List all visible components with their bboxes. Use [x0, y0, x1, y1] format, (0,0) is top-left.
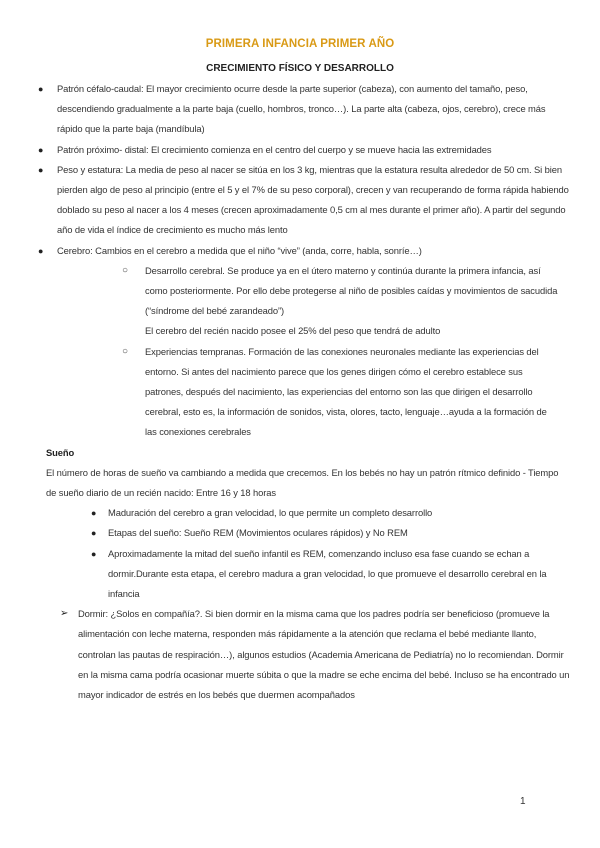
list-item: [60, 604, 570, 705]
document-body: [0, 79, 600, 705]
list-item: [38, 140, 570, 160]
bullet-icon: ●: [38, 164, 44, 175]
sueno-heading: Sueño: [46, 446, 75, 458]
sub-bullet-text: Experiencias tempranas. Formación de las conexiones neuronales mediante las experiencias del entorno. Si antes del nacimiento parece que los genes dirigen cómo el cerebro establece sus patrones, después del nacimiento, las experiencias del entorno son las que dirigen el desarrollo cerebral, esto es, la información de sonidos, vista, olores, tacto, lenguaje…ayuda a la formación de las conexiones cerebrales: [145, 345, 547, 438]
cerebro-note: El cerebro del recién nacido posee el 25% del peso que tendrá de adulto: [145, 325, 441, 337]
arrow-bullet-icon: ➢: [60, 608, 69, 620]
bullet-text: Peso y estatura: La media de peso al nacer se sitúa en los 3 kg, mientras que la estatura resulta alrededor de 50 cm. Si bien pierden algo de peso al principio (entre el 5 y el 7% de su peso corporal), crecen y van recuperando de forma rápida habiendo doblado su peso al nacer a los 4 meses (crecen aproximadamente 0,5 cm al mes durante el primer año). A partir del segundo año de vida el índice de crecimiento es mucho más lento: [57, 163, 569, 236]
circle-bullet-icon: ○: [122, 345, 128, 357]
section-subtitle: CRECIMIENTO FÍSICO Y DESARROLLO: [206, 63, 394, 74]
sub-list-item: [122, 342, 558, 443]
bullet-icon: ●: [38, 245, 44, 256]
bullet-icon: ●: [38, 144, 44, 155]
list-item: [38, 241, 570, 261]
list-item: [38, 160, 570, 241]
bullet-text: Cerebro: Cambios en el cerebro a medida que el niño “vive” (anda, corre, habla, sonríe…): [57, 244, 422, 256]
bullet-text: Patrón próximo- distal: El crecimiento comienza en el centro del cuerpo y se mueve hacia las extremidades: [57, 143, 492, 155]
sub-list-item: [122, 261, 558, 322]
bullet-icon: ●: [38, 84, 44, 94]
sub-bullet-text: Desarrollo cerebral. Se produce ya en el útero materno y continúa durante la primera infancia, así como posteriormente. Por ello debe protegerse al niño de posibles caídas y movimientos de sacudida (“síndrome del bebé zarandeado”): [145, 264, 558, 317]
bullet-icon: ●: [91, 508, 97, 519]
page-title: PRIMERA INFANCIA PRIMER AÑO: [205, 38, 395, 50]
bullet-icon: ●: [91, 528, 97, 539]
list-item: [91, 544, 564, 605]
bullet-icon: ●: [91, 548, 97, 559]
list-item: [91, 503, 564, 523]
circle-bullet-icon: ○: [122, 264, 128, 276]
page-number: 1: [520, 796, 526, 807]
dormir-text: Dormir: ¿Solos en compañía?. Si bien dormir en la misma cama que los padres podría ser beneficioso (promueve la alimentación con leche materna, responden más rápidamente a la atención que reclama el bebé mediante llanto, controlan las pautas de respiración…), algunos estudios (Academia Americana de Pediatría) no lo recomiendan. Dormir en la misma cama podría ocasionar muerte súbita o que la madre se eche encima del bebé. Incluso se ha encontrado un mayor indicador de estrés en los bebés que duermen acompañados: [78, 608, 570, 701]
bullet-text: Aproximadamente la mitad del sueño infantil es REM, comenzando incluso esa fase cuando se echan a dormir.Durante esta etapa, el cerebro madura a gran velocidad, lo que promueve el desarrollo cerebral en la infancia: [108, 547, 547, 600]
bullet-text: Etapas del sueño: Sueño REM (Movimientos oculares rápidos) y No REM: [108, 527, 408, 539]
list-item: [38, 79, 570, 140]
list-item: [91, 523, 564, 543]
bullet-text: Maduración del cerebro a gran velocidad, lo que permite un completo desarrollo: [108, 507, 433, 519]
bullet-text: Patrón céfalo-caudal: El mayor crecimiento ocurre desde la parte superior (cabeza), con aumento del tamaño, peso, descendiendo gradualmente a la parte baja (cuello, hombros, tronco…). La parte alta (cabeza, ojos, cerebro), crece más rápido que la parte baja (mandíbula): [57, 83, 546, 135]
sueno-paragraph: El número de horas de sueño va cambiando a medida que crecemos. En los bebés no hay un patrón rítmico definido - Tiempo de sueño diario de un recién nacido: Entre 16 y 18 horas: [46, 466, 559, 499]
